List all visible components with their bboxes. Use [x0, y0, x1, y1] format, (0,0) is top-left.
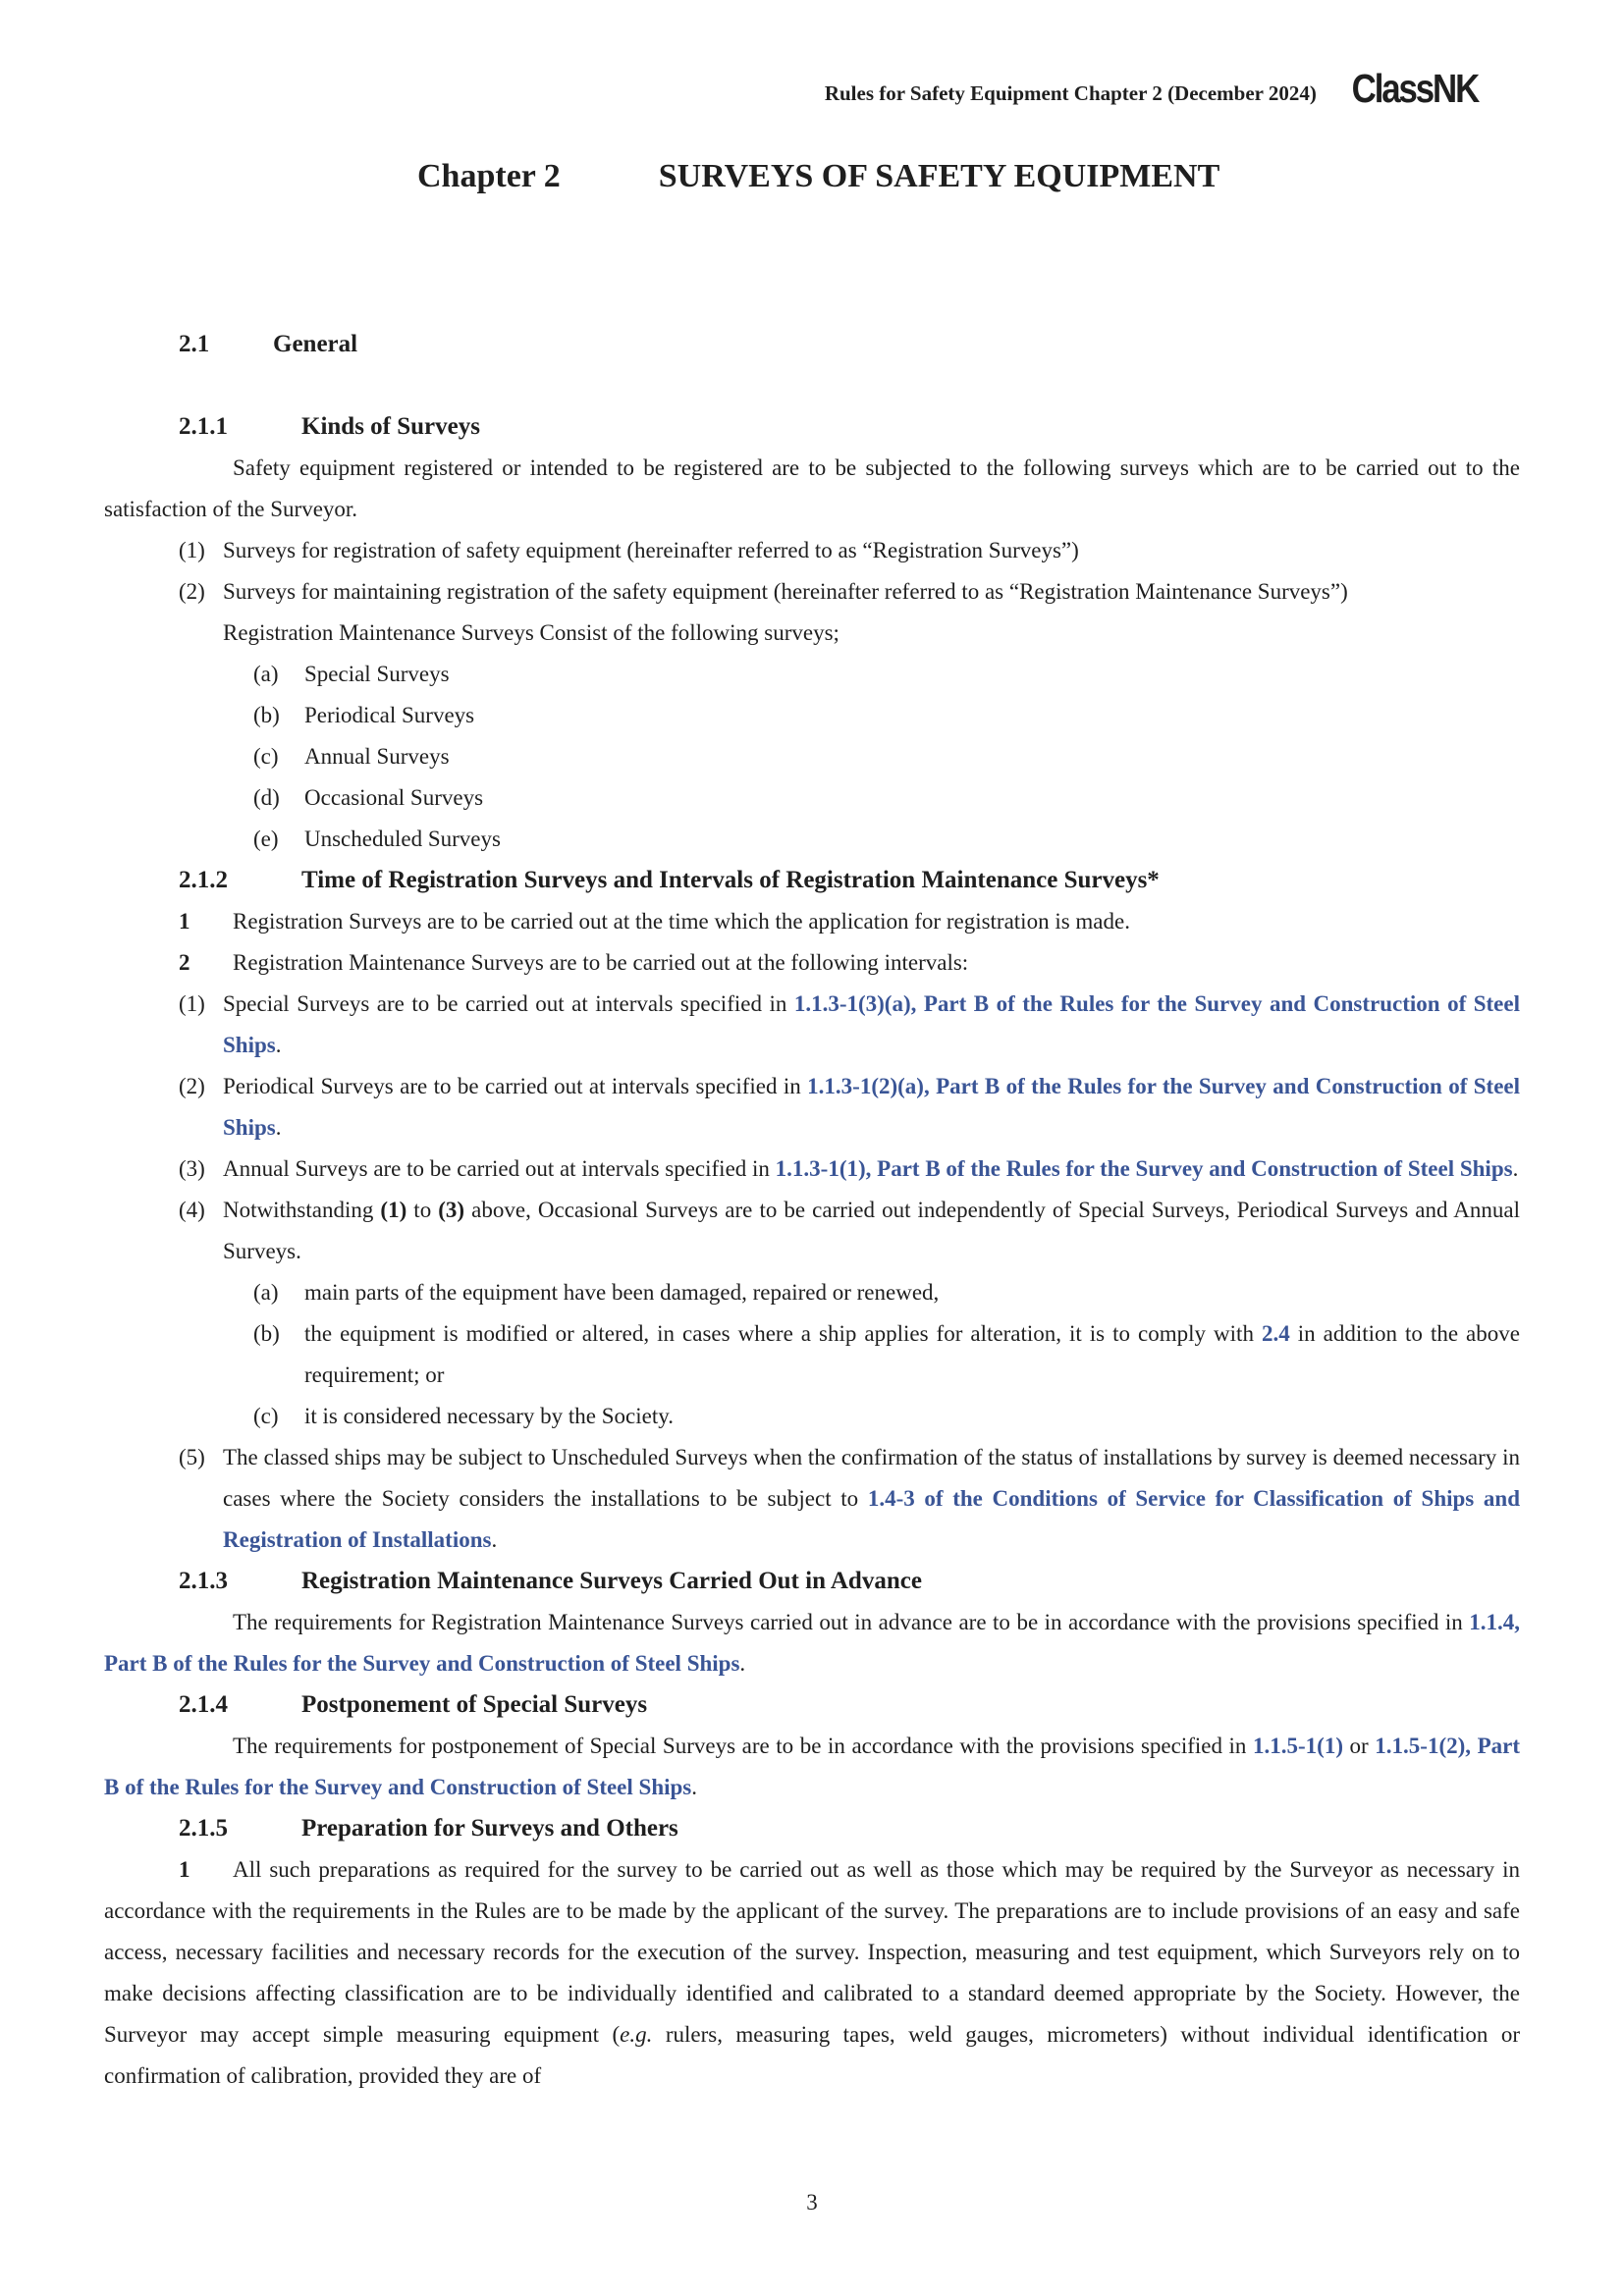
- text-segment: .: [491, 1527, 498, 1552]
- list-marker: (b): [253, 1321, 280, 1346]
- cross-reference-link[interactable]: 1.4-3 of the Conditions of Service for Classification of Ships and Registration of Installations: [223, 1486, 1521, 1552]
- list-marker: (1): [179, 538, 205, 562]
- section-title: Postponement of Special Surveys: [301, 1691, 648, 1718]
- classnk-logo: ClassNK: [1351, 66, 1478, 111]
- text-segment: Surveys for registration of safety equipment (hereinafter referred to as “Registration Surveys”): [223, 538, 1079, 562]
- text-segment: (3): [438, 1198, 465, 1222]
- list-marker: (3): [179, 1156, 205, 1181]
- text-segment: .: [1512, 1156, 1519, 1181]
- list-marker: (5): [179, 1445, 205, 1469]
- text-segment: Special Surveys: [304, 662, 450, 686]
- cross-reference-link[interactable]: 1.1.4, Part B of the Rules for the Survey and Construction of Steel Ships: [104, 1610, 1520, 1676]
- list-marker: (e): [253, 827, 279, 851]
- list-item: [104, 736, 1520, 777]
- list-marker: (a): [253, 662, 279, 686]
- section-title: Preparation for Surveys and Others: [301, 1815, 678, 1842]
- section-heading: [104, 1561, 1520, 1602]
- cross-reference-link[interactable]: 2.4: [1261, 1321, 1290, 1346]
- document-body: [104, 324, 1520, 2097]
- text-segment: .: [275, 1115, 282, 1140]
- text-segment: Unscheduled Surveys: [304, 827, 501, 851]
- text-segment: The requirements for postponement of Special Surveys are to be in accordance with the provisions specified in: [233, 1734, 1253, 1758]
- section-title: Registration Maintenance Surveys Carried Out in Advance: [301, 1568, 922, 1594]
- running-header-title: Rules for Safety Equipment Chapter 2 (December 2024): [824, 81, 1317, 106]
- paragraph: [104, 448, 1520, 530]
- list-marker: (d): [253, 785, 280, 810]
- text-segment: Registration Maintenance Surveys Consist of the following surveys;: [223, 620, 839, 645]
- text-segment: Registration Surveys are to be carried out at the time which the application for registration is made.: [233, 909, 1130, 934]
- list-marker: (c): [253, 744, 279, 769]
- paragraph: [104, 1849, 1520, 2097]
- section-title: Time of Registration Surveys and Intervals of Registration Maintenance Surveys*: [301, 867, 1160, 893]
- list-marker: (b): [253, 703, 280, 727]
- page-header: [824, 66, 1478, 111]
- paragraph-number: 1: [179, 1857, 190, 1882]
- list-item: [104, 654, 1520, 695]
- text-segment: to: [406, 1198, 439, 1222]
- text-segment: Surveys for maintaining registration of the safety equipment (hereinafter referred to as “Registration Maintenance Surveys”): [223, 579, 1348, 604]
- section-number: 2.1.4: [179, 1691, 228, 1718]
- text-segment: .: [275, 1033, 282, 1057]
- text-segment: (1): [380, 1198, 407, 1222]
- list-item: [104, 1396, 1520, 1437]
- list-marker: (a): [253, 1280, 279, 1305]
- text-segment: e.g.: [620, 2022, 653, 2047]
- list-marker: (c): [253, 1404, 279, 1428]
- text-segment: All such preparations as required for the survey to be carried out as well as those which may be required by the Surveyor as necessary in accordance with the requirements in the Rules are to be made by the applicant of the survey. The preparations are to include provisions of an easy and safe access, necessary facilities and necessary records for the execution of the survey. Inspection, measuring and test equipment, which Surveyors rely on to make decisions affecting classification are to be individually identified and calibrated to a standard deemed appropriate by the Society. However, the Surveyor may accept simple measuring equipment (: [104, 1857, 1520, 2047]
- cross-reference-link[interactable]: 1.1.3-1(2)(a), Part B of the Rules for the Survey and Construction of Steel Ships: [223, 1074, 1520, 1140]
- list-item: [104, 819, 1520, 860]
- list-item: [104, 571, 1520, 613]
- text-segment: above, Occasional Surveys are to be carried out independently of Special Surveys, Periodical Surveys and Annual Surveys.: [223, 1198, 1521, 1263]
- text-segment: Registration Maintenance Surveys are to be carried out at the following intervals:: [233, 950, 969, 975]
- list-item: [104, 530, 1520, 571]
- text-segment: rulers, measuring tapes, weld gauges, micrometers) without individual identification or confirmation of calibration, provided they are of: [104, 2022, 1520, 2088]
- section-heading: [104, 1808, 1520, 1849]
- list-item: [104, 695, 1520, 736]
- section-number: 2.1.5: [179, 1815, 228, 1842]
- cross-reference-link[interactable]: 1.1.3-1(3)(a), Part B of the Rules for the Survey and Construction of Steel Ships: [223, 991, 1520, 1057]
- section-heading: [104, 406, 1520, 448]
- text-segment: main parts of the equipment have been damaged, repaired or renewed,: [304, 1280, 940, 1305]
- chapter-title: SURVEYS OF SAFETY EQUIPMENT: [658, 158, 1220, 194]
- text-segment: The requirements for Registration Maintenance Surveys carried out in advance are to be in accordance with the provisions specified in: [233, 1610, 1470, 1634]
- list-marker: (2): [179, 579, 205, 604]
- paragraph: [104, 1726, 1520, 1808]
- text-segment: or: [1342, 1734, 1376, 1758]
- list-item: [104, 613, 1520, 654]
- text-segment: .: [691, 1775, 697, 1799]
- text-segment: the equipment is modified or altered, in cases where a ship applies for alteration, it is to comply with: [304, 1321, 1262, 1346]
- list-item: [104, 777, 1520, 819]
- text-segment: in addition to the above requirement; or: [304, 1321, 1520, 1387]
- list-marker: (1): [179, 991, 205, 1016]
- text-segment: it is considered necessary by the Society.: [304, 1404, 674, 1428]
- list-marker: (4): [179, 1198, 205, 1222]
- paragraph: [104, 942, 1520, 984]
- section-number: 2.1.3: [179, 1568, 228, 1594]
- text-segment: Periodical Surveys are to be carried out at intervals specified in: [223, 1074, 808, 1098]
- page-number: 3: [806, 2190, 818, 2215]
- list-item: [104, 1148, 1520, 1190]
- paragraph: [104, 1602, 1520, 1684]
- paragraph-number: 1: [179, 909, 190, 934]
- list-item: [104, 1313, 1520, 1396]
- chapter-heading: [417, 160, 1219, 193]
- cross-reference-link[interactable]: 1.1.5-1(1): [1253, 1734, 1343, 1758]
- section-heading: [104, 324, 1520, 365]
- list-item: [104, 984, 1520, 1066]
- section-title: Kinds of Surveys: [301, 413, 480, 440]
- text-segment: Annual Surveys are to be carried out at intervals specified in: [223, 1156, 776, 1181]
- list-item: [104, 1437, 1520, 1561]
- text-segment: Notwithstanding: [223, 1198, 381, 1222]
- text-segment: Special Surveys are to be carried out at intervals specified in: [223, 991, 794, 1016]
- text-segment: .: [739, 1651, 746, 1676]
- section-number: 2.1: [179, 331, 210, 357]
- list-item: [104, 1272, 1520, 1313]
- list-marker: (2): [179, 1074, 205, 1098]
- list-item: [104, 1190, 1520, 1272]
- paragraph-number: 2: [179, 950, 190, 975]
- paragraph: [104, 901, 1520, 942]
- text-segment: Annual Surveys: [304, 744, 450, 769]
- chapter-label: Chapter 2: [417, 158, 561, 194]
- list-item: [104, 1066, 1520, 1148]
- text-segment: The classed ships may be subject to Unscheduled Surveys when the confirmation of the status of installations by survey is deemed necessary in cases where the Society considers the installations to be subject to: [223, 1445, 1520, 1511]
- section-heading: [104, 860, 1520, 901]
- text-segment: Periodical Surveys: [304, 703, 475, 727]
- section-title: General: [273, 331, 358, 357]
- cross-reference-link[interactable]: 1.1.3-1(1), Part B of the Rules for the Survey and Construction of Steel Ships: [775, 1156, 1513, 1181]
- section-heading: [104, 1684, 1520, 1726]
- section-number: 2.1.1: [179, 413, 228, 440]
- text-segment: Safety equipment registered or intended to be registered are to be subjected to the following surveys which are to be carried out to the satisfaction of the Surveyor.: [104, 455, 1520, 521]
- cross-reference-link[interactable]: 1.1.5-1(2), Part B of the Rules for the Survey and Construction of Steel Ships: [104, 1734, 1520, 1799]
- section-number: 2.1.2: [179, 867, 228, 893]
- text-segment: Occasional Surveys: [304, 785, 484, 810]
